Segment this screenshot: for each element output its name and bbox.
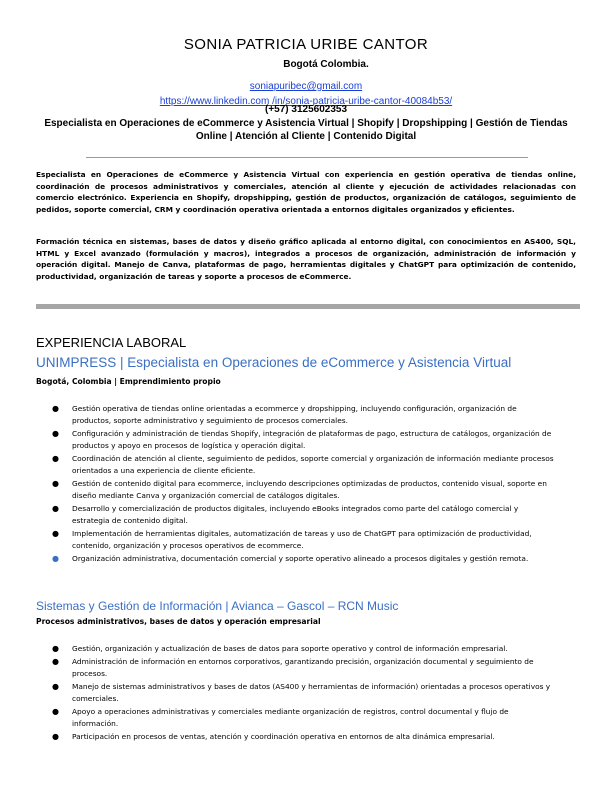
email-link[interactable]: soniapuribec@gmail.com xyxy=(249,81,363,92)
linkedin-link[interactable]: https://www.linkedin.com /in/sonia-patricia-uribe-cantor-40084b53/ xyxy=(159,96,453,107)
bullet-text: Gestión de contenido digital para ecommerce, incluyendo descripciones optimizadas de productos, contenido visual, soporte en diseño mediante Canva y organización comercial de catálogos digitales. xyxy=(72,478,547,500)
bullet-text: Gestión, organización y actualización de bases de datos para soporte operativo y control de información empresarial. xyxy=(72,644,508,653)
bullet-text: Desarrollo y comercialización de productos digitales, incluyendo eBooks integrados como parte del catálogo comercial y estrategia de contenido digital. xyxy=(72,503,519,525)
bullet-text: Manejo de sistemas administrativos y bases de datos (AS400 y herramientas de información) orientadas a procesos operativos y comerciales. xyxy=(72,682,551,703)
bullet-icon: ● xyxy=(52,503,59,513)
list-item xyxy=(52,478,557,502)
bullet-text: Coordinación de atención al cliente, seguimiento de pedidos, soporte comercial y organización de información mediante procesos orientados a una experiencia de cliente eficiente. xyxy=(72,453,554,475)
job-subtitle-1: Bogotá, Colombia | Emprendimiento propio xyxy=(36,377,221,386)
job-1-bullets xyxy=(52,403,557,566)
bullet-text: Administración de información en entornos corporativos, garantizando precisión, organización documental y seguimiento de procesos. xyxy=(72,657,534,678)
list-item xyxy=(52,731,557,743)
bullet-icon: ● xyxy=(52,404,59,413)
bullet-icon: ● xyxy=(52,553,59,563)
bullet-text: Apoyo a operaciones administrativas y comerciales mediante organización de registros, control documental y flujo de información. xyxy=(72,707,509,728)
list-item xyxy=(52,656,557,680)
header-divider xyxy=(86,157,528,158)
bullet-text: Implementación de herramientas digitales, automatización de tareas y uso de ChatGPT para optimización de productividad, contenido, organización y procesos operativos de ecommerce. xyxy=(72,528,532,550)
job-title-1: UNIMPRESS | Especialista en Operaciones de eCommerce y Asistencia Virtual xyxy=(36,355,512,370)
bullet-icon: ● xyxy=(52,732,59,742)
bullet-text: Participación en procesos de ventas, atención y coordinación operativa en entornos de alta dinámica empresarial. xyxy=(72,732,495,742)
list-item xyxy=(52,643,557,655)
bullet-icon: ● xyxy=(52,478,59,488)
bullet-icon: ● xyxy=(52,428,59,438)
bullet-text: Gestión operativa de tiendas online orientadas a ecommerce y dropshipping, incluyendo configuración, organización de productos, soporte administrativo y seguimiento de procesos comerciales. xyxy=(72,404,517,425)
bullet-icon: ● xyxy=(52,657,59,667)
experience-section-title: EXPERIENCIA LABORAL xyxy=(36,335,187,350)
list-item xyxy=(52,503,557,527)
job-2-bullets xyxy=(52,643,557,744)
bullet-icon: ● xyxy=(52,528,59,538)
list-item xyxy=(52,453,557,477)
candidate-city: Bogotá Colombia. xyxy=(283,59,369,70)
bullet-icon: ● xyxy=(52,453,59,463)
list-item xyxy=(52,706,557,730)
list-item xyxy=(52,681,557,705)
bullet-icon: ● xyxy=(52,644,59,653)
phone-number: (+57) 3125602353 xyxy=(264,104,348,115)
list-item xyxy=(52,528,557,552)
job-title-2: Sistemas y Gestión de Información | Avianca – Gascol – RCN Music xyxy=(36,599,399,613)
profile-paragraph-1: Especialista en Operaciones de eCommerce y Asistencia Virtual con experiencia en gestión operativa de tiendas online, coordinación de procesos administrativos y comerciales, atención al cliente y ejecución de actividades relacionadas con comercio electrónico. Experiencia en Shopify, dropshipping, gestión de productos, organización de catálogos, seguimiento de pedidos, soporte comercial, CRM y coordinación operativa orientada a entornos digitales organizados y eficientes. xyxy=(36,170,576,214)
bullet-icon: ● xyxy=(52,707,59,717)
bullet-text: Configuración y administración de tiendas Shopify, integración de plataformas de pago, estructura de catálogos, organización de productos y apoyo en procesos de logística y operación digital. xyxy=(72,428,552,450)
candidate-name: SONIA PATRICIA URIBE CANTOR xyxy=(183,36,429,53)
list-item xyxy=(52,428,557,452)
section-divider xyxy=(36,304,580,309)
list-item xyxy=(52,403,557,427)
bullet-text: Organización administrativa, documentación comercial y soporte operativo alineado a procesos digitales y gestión remota. xyxy=(72,553,529,563)
bullet-icon: ● xyxy=(52,682,59,692)
list-item xyxy=(52,553,557,565)
profile-paragraph-2: Formación técnica en sistemas, bases de datos y diseño gráfico aplicada al entorno digital, con conocimientos en AS400, SQL, HTML y Excel avanzado (formulación y macros), integrados a procesos de organización, administración de información y operación digital. Manejo de Canva, plataformas de pago, herramientas digitales y ChatGPT para optimización de contenido, productividad, organización de tareas y soporte a procesos de eCommerce. xyxy=(36,237,576,281)
professional-headline: Especialista en Operaciones de eCommerce y Asistencia Virtual | Shopify | Dropshipping | Gestión de Tiendas Online | Atención al Cliente | Contenido Digital xyxy=(44,118,568,142)
job-subtitle-2: Procesos administrativos, bases de datos y operación empresarial xyxy=(36,617,321,626)
